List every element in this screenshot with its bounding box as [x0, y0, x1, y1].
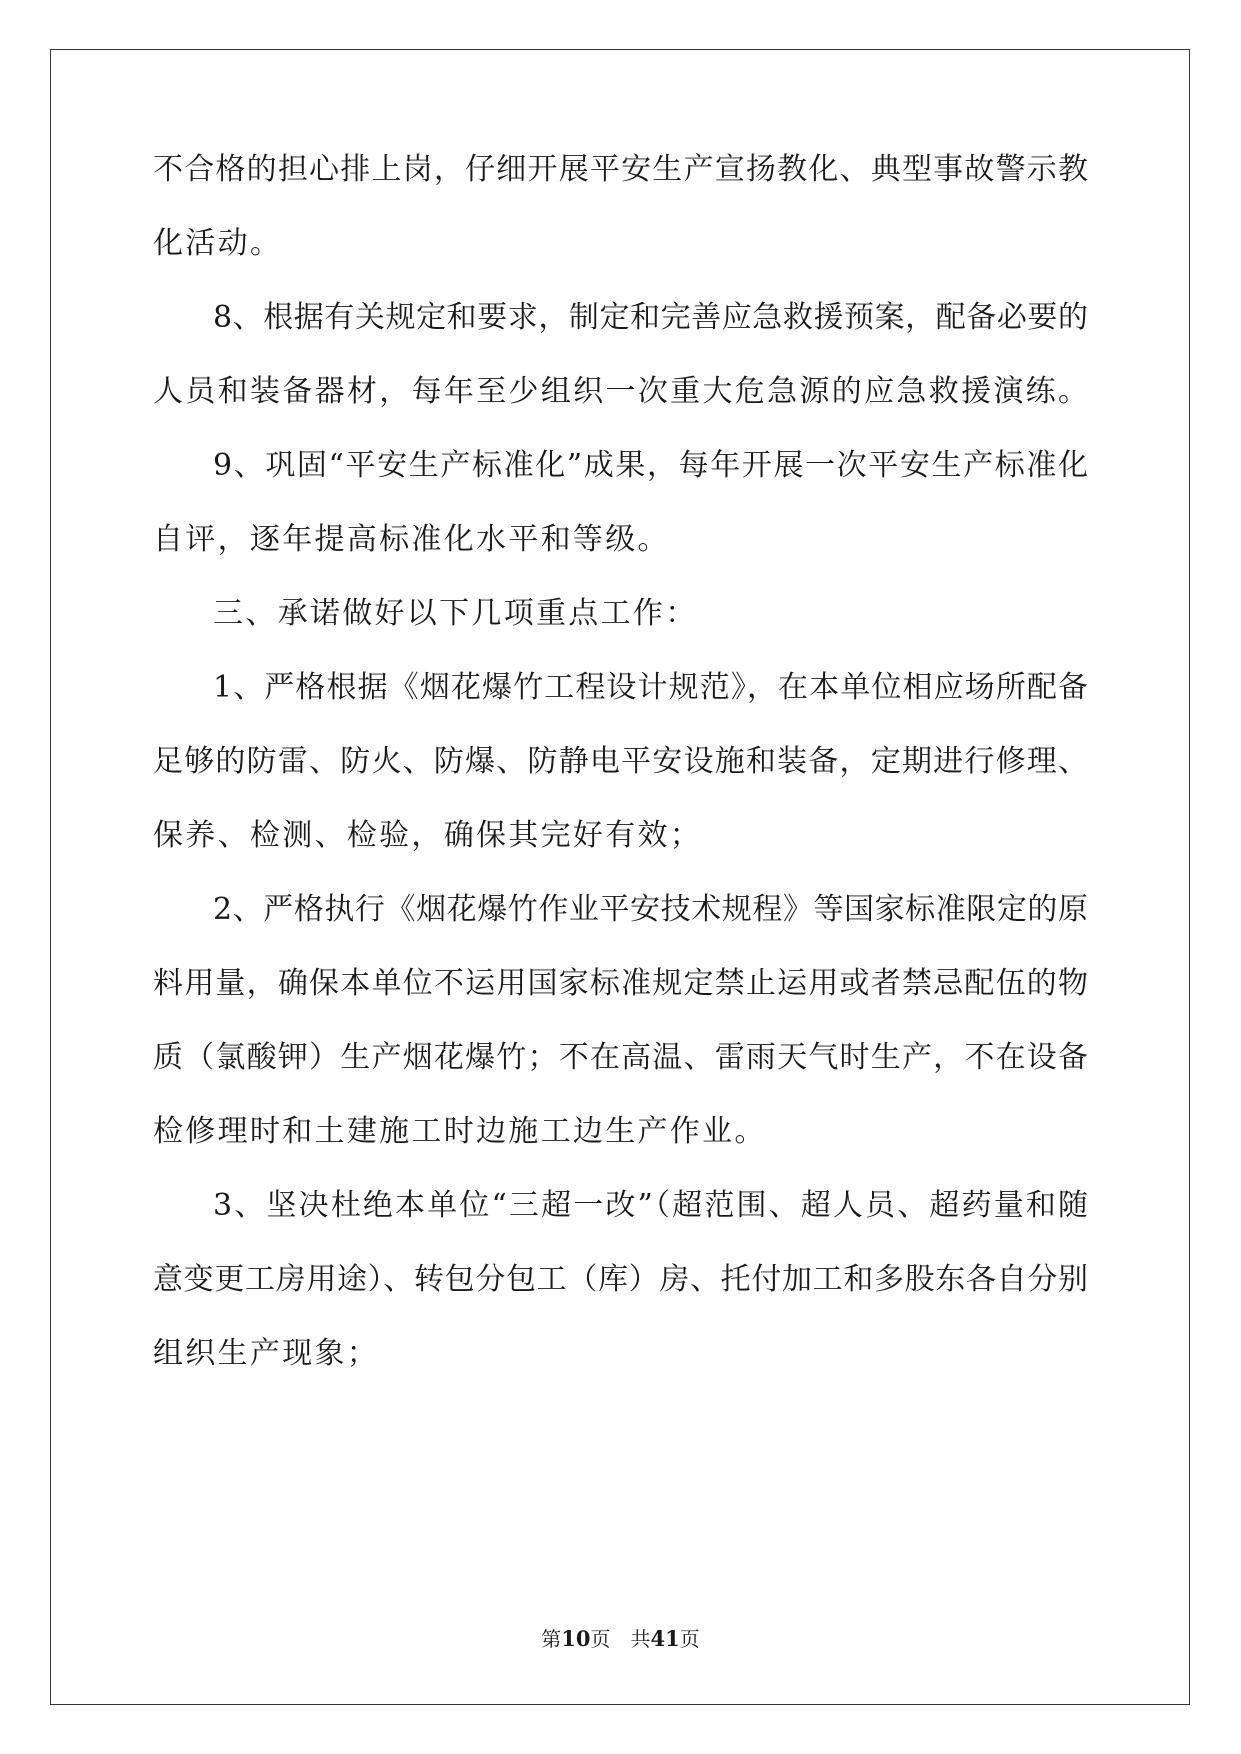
text-line: 9、巩固“平安生产标准化”成果，每年开展一次平安生产标准化	[213, 448, 1088, 483]
text-line: 1、严格根据《烟花爆竹工程设计规范》，在本单位相应场所配备	[213, 670, 1088, 705]
text-line: 质（氯酸钾）生产烟花爆竹；不在高温、雷雨天气时生产，不在设备	[153, 1040, 1088, 1075]
footer-suffix: 页	[679, 1627, 700, 1651]
text-line: 人员和装备器材，每年至少组织一次重大危急源的应急救援演练。	[153, 374, 1088, 409]
text-line: 保养、检测、检验，确保其完好有效；	[153, 818, 703, 853]
text-line: 足够的防雷、防火、防爆、防静电平安设施和装备，定期进行修理、	[153, 744, 1088, 779]
text-line: 3、坚决杜绝本单位“三超一改”（超范围、超人员、超药量和随	[213, 1188, 1088, 1223]
text-line: 料用量，确保本单位不运用国家标准规定禁止运用或者禁忌配伍的物	[153, 966, 1088, 1001]
text-line: 化活动。	[153, 226, 283, 261]
text-line: 意变更工房用途）、转包分包工（库）房、托付加工和多股东各自分别	[153, 1262, 1088, 1297]
text-line: 8、根据有关规定和要求，制定和完善应急救援预案，配备必要的	[213, 300, 1088, 335]
footer-mid: 页 共	[590, 1627, 651, 1651]
text-line: 自评，逐年提高标准化水平和等级。	[153, 522, 670, 557]
total-page-number: 41	[650, 1626, 680, 1651]
text-line: 不合格的担心排上岗，仔细开展平安生产宣扬教化、典型事故警示教	[153, 152, 1088, 187]
current-page-number: 10	[561, 1626, 591, 1651]
footer-prefix: 第	[541, 1627, 562, 1651]
section-heading: 三、承诺做好以下几项重点工作：	[213, 596, 698, 631]
text-line: 组织生产现象；	[153, 1336, 380, 1371]
text-line: 2、严格执行《烟花爆竹作业平安技术规程》等国家标准限定的原	[213, 892, 1088, 927]
page-footer	[0, 1625, 1241, 1653]
text-line: 检修理时和土建施工时边施工边生产作业。	[153, 1114, 767, 1149]
